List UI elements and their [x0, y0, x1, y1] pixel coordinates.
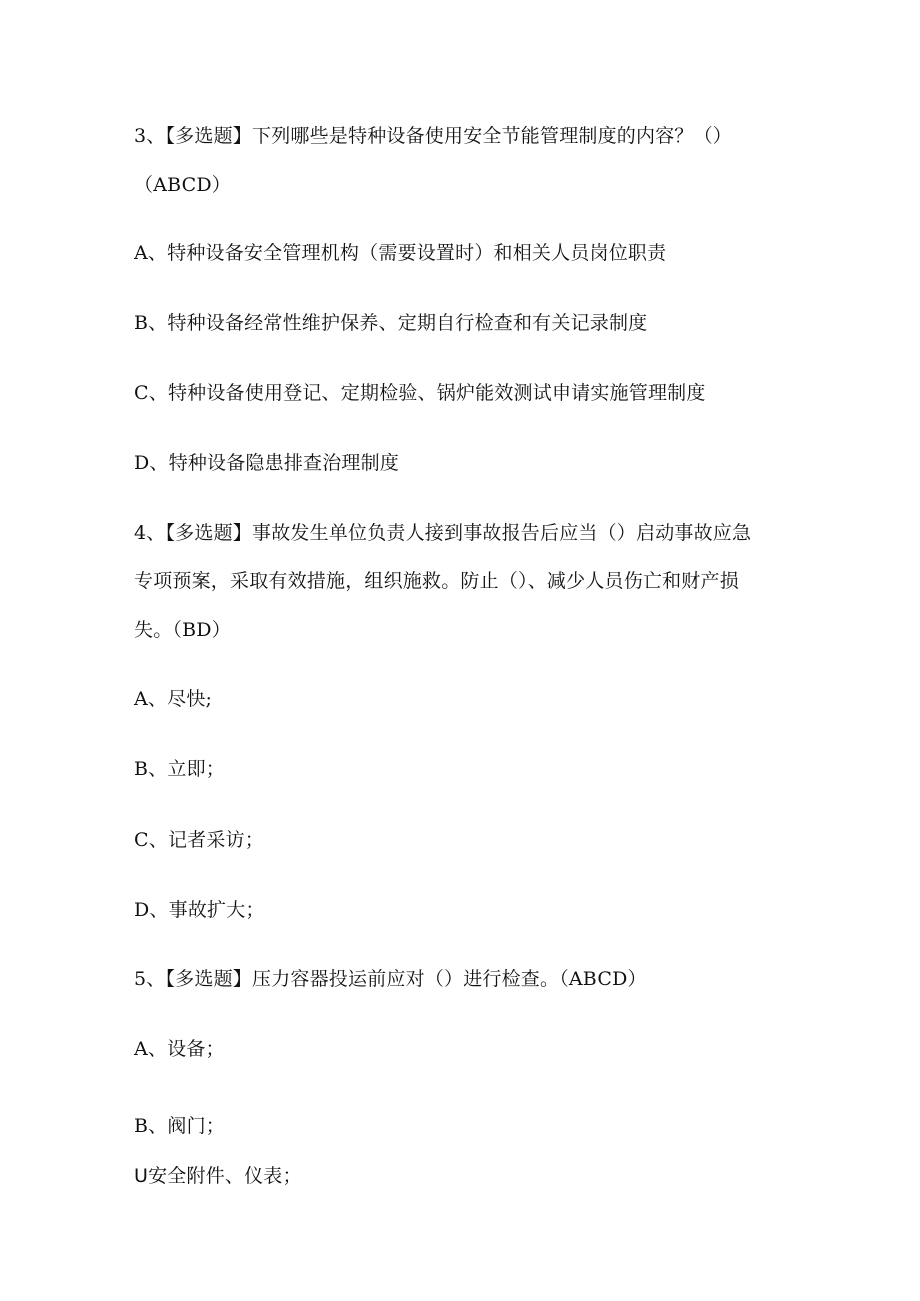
question-3-option-d: D、特种设备隐患排查治理制度 — [134, 452, 400, 474]
question-4-option-a: A、尽快; — [134, 688, 213, 710]
question-3-line-1: 3、【多选题】下列哪些是特种设备使用安全节能管理制度的内容？（） — [134, 125, 732, 147]
question-3-option-a: A、特种设备安全管理机构（需要设置时）和相关人员岗位职责 — [134, 242, 667, 264]
question-3-option-b: B、特种设备经常性维护保养、定期自行检查和有关记录制度 — [134, 312, 648, 334]
question-4-option-d: D、事故扩大； — [134, 899, 265, 921]
question-4-line-2: 专项预案，采取有效措施，组织施救。防止（）、减少人员伤亡和财产损 — [134, 570, 739, 592]
question-3-option-c: C、特种设备使用登记、定期检验、锅炉能效测试申请实施管理制度 — [134, 382, 706, 404]
question-5-option-a: A、设备； — [134, 1038, 225, 1060]
question-4-line-3: 失。（BD） — [134, 619, 231, 641]
question-5-option-c: U安全附件、仪表； — [134, 1165, 302, 1187]
question-5-option-b: B、阀门； — [134, 1115, 225, 1137]
question-4-option-b: B、立即； — [134, 758, 225, 780]
question-3-line-2: （ABCD） — [134, 174, 232, 196]
question-5-line-1: 5、【多选题】压力容器投运前应对（）进行检查。（ABCD） — [134, 968, 647, 990]
question-4-line-1: 4、【多选题】事故发生单位负责人接到事故报告后应当（）启动事故应急 — [134, 522, 752, 544]
question-4-option-c: C、记者采访； — [134, 829, 264, 851]
